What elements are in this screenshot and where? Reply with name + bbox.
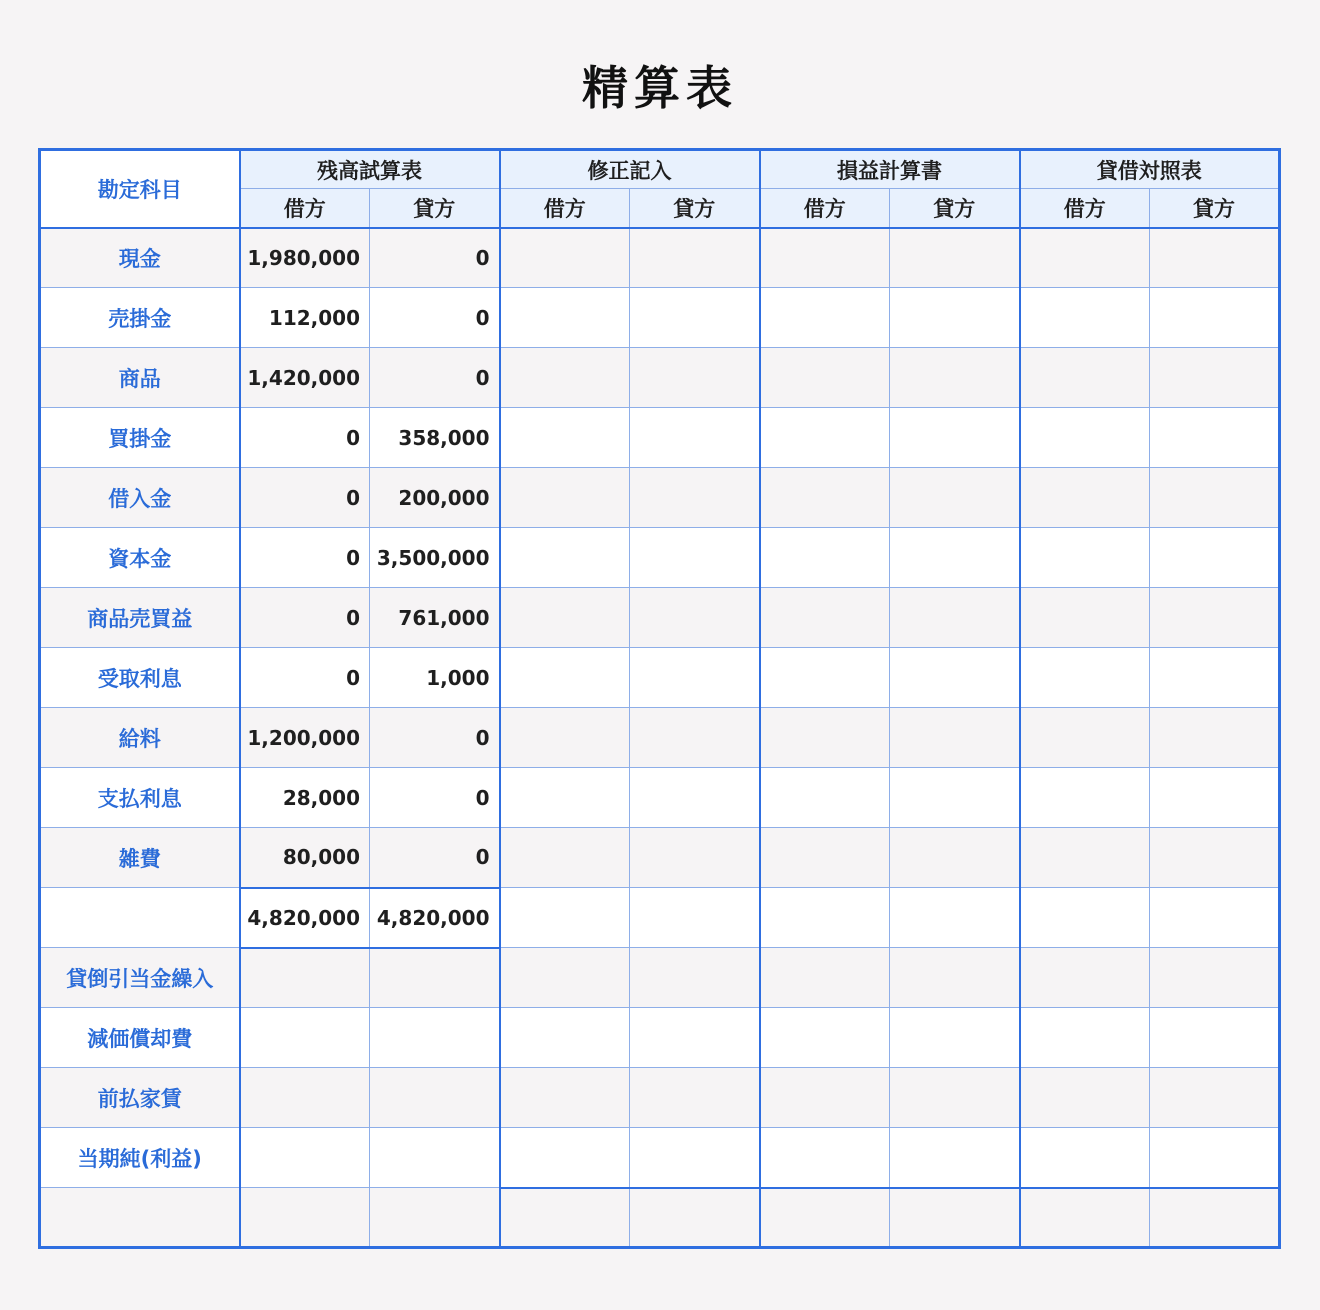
adjust-credit-header: 貸方 (630, 189, 760, 228)
balance-credit-cell[interactable] (1150, 708, 1280, 768)
balance-credit-header: 貸方 (1150, 189, 1280, 228)
adjust-credit-cell[interactable] (630, 708, 760, 768)
total-row (40, 888, 1280, 948)
balance-debit-cell[interactable] (1020, 228, 1150, 288)
table-row (40, 528, 1280, 588)
account-name: 商品 (40, 348, 240, 408)
adjust-debit-cell[interactable] (500, 708, 630, 768)
adjust-credit-cell[interactable] (630, 1008, 760, 1068)
balance-credit-cell[interactable] (1150, 288, 1280, 348)
balance-credit-cell[interactable] (1150, 888, 1280, 948)
income-credit-cell[interactable] (890, 948, 1020, 1008)
balance-debit-cell[interactable] (1020, 708, 1150, 768)
trial-credit-cell[interactable]: 358,000 (370, 408, 500, 468)
adjust-debit-cell[interactable] (500, 888, 630, 948)
table-row (40, 1008, 1280, 1068)
adjust-credit-cell[interactable] (630, 528, 760, 588)
balance-debit-cell[interactable] (1020, 828, 1150, 888)
adjust-debit-cell[interactable] (500, 648, 630, 708)
balance-debit-cell[interactable] (1020, 348, 1150, 408)
trial-credit-cell[interactable] (370, 948, 500, 1008)
account-name: 商品売買益 (40, 588, 240, 648)
adjust-credit-cell[interactable] (630, 828, 760, 888)
trial-credit-total[interactable]: 4,820,000 (370, 888, 500, 948)
trial-credit-cell[interactable] (370, 1188, 500, 1248)
trial-credit-cell[interactable]: 0 (370, 228, 500, 288)
income-credit-cell[interactable] (890, 228, 1020, 288)
balance-debit-cell[interactable] (1020, 648, 1150, 708)
trial-debit-cell[interactable]: 1,420,000 (240, 348, 370, 408)
balance-credit-cell[interactable] (1150, 1188, 1280, 1248)
trial-debit-header: 借方 (240, 189, 370, 228)
table-row (40, 828, 1280, 888)
income-debit-cell[interactable] (760, 1128, 890, 1188)
trial-debit-cell[interactable]: 1,980,000 (240, 228, 370, 288)
account-name: 資本金 (40, 528, 240, 588)
account-name: 当期純(利益) (40, 1128, 240, 1188)
income-debit-cell[interactable] (760, 528, 890, 588)
account-name: 支払利息 (40, 768, 240, 828)
adjust-debit-header: 借方 (500, 189, 630, 228)
balance-debit-cell[interactable] (1020, 468, 1150, 528)
account-column-header: 勘定科目 (40, 150, 240, 228)
adjust-debit-cell[interactable] (500, 288, 630, 348)
adjust-credit-cell[interactable] (630, 648, 760, 708)
table-row (40, 648, 1280, 708)
trial-credit-cell[interactable] (370, 1068, 500, 1128)
balance-credit-cell[interactable] (1150, 768, 1280, 828)
trial-credit-cell[interactable]: 761,000 (370, 588, 500, 648)
table-row (40, 468, 1280, 528)
adjust-debit-cell[interactable] (500, 828, 630, 888)
income-debit-cell[interactable] (760, 1188, 890, 1248)
trial-debit-total[interactable]: 4,820,000 (240, 888, 370, 948)
trial-credit-cell[interactable]: 200,000 (370, 468, 500, 528)
balance-debit-cell[interactable] (1020, 288, 1150, 348)
adjust-debit-cell[interactable] (500, 1128, 630, 1188)
income-credit-cell[interactable] (890, 408, 1020, 468)
trial-debit-cell[interactable]: 1,200,000 (240, 708, 370, 768)
group-header-trial-balance: 残高試算表 (240, 150, 500, 189)
adjust-debit-cell[interactable] (500, 528, 630, 588)
trial-debit-cell[interactable] (240, 1188, 370, 1248)
account-name: 売掛金 (40, 288, 240, 348)
trial-debit-cell[interactable] (240, 948, 370, 1008)
income-credit-cell[interactable] (890, 468, 1020, 528)
account-name: 買掛金 (40, 408, 240, 468)
adjust-credit-cell[interactable] (630, 1068, 760, 1128)
income-debit-cell[interactable] (760, 648, 890, 708)
income-debit-cell[interactable] (760, 288, 890, 348)
table-row (40, 228, 1280, 288)
trial-credit-cell[interactable] (370, 1128, 500, 1188)
trial-credit-cell[interactable]: 0 (370, 708, 500, 768)
adjust-credit-cell[interactable] (630, 228, 760, 288)
trial-debit-cell[interactable] (240, 1128, 370, 1188)
adjust-credit-cell[interactable] (630, 288, 760, 348)
balance-debit-cell[interactable] (1020, 1128, 1150, 1188)
income-debit-cell[interactable] (760, 828, 890, 888)
balance-credit-cell[interactable] (1150, 1068, 1280, 1128)
income-credit-cell[interactable] (890, 768, 1020, 828)
group-header-adjustments: 修正記入 (500, 150, 760, 189)
balance-debit-cell[interactable] (1020, 768, 1150, 828)
income-credit-cell[interactable] (890, 1128, 1020, 1188)
income-credit-cell[interactable] (890, 708, 1020, 768)
trial-credit-cell[interactable] (370, 1008, 500, 1068)
balance-debit-header: 借方 (1020, 189, 1150, 228)
account-name: 給料 (40, 708, 240, 768)
balance-debit-cell[interactable] (1020, 1008, 1150, 1068)
balance-credit-cell[interactable] (1150, 228, 1280, 288)
balance-debit-cell[interactable] (1020, 588, 1150, 648)
trial-credit-header: 貸方 (370, 189, 500, 228)
income-credit-cell[interactable] (890, 1008, 1020, 1068)
income-debit-cell[interactable] (760, 468, 890, 528)
trial-credit-cell[interactable]: 1,000 (370, 648, 500, 708)
income-debit-cell[interactable] (760, 588, 890, 648)
account-name: 現金 (40, 228, 240, 288)
balance-credit-cell[interactable] (1150, 348, 1280, 408)
page-title: 精算表 (582, 61, 738, 115)
adjust-debit-cell[interactable] (500, 588, 630, 648)
total-label-cell (40, 888, 240, 948)
trial-debit-cell[interactable]: 80,000 (240, 828, 370, 888)
table-row (40, 708, 1280, 768)
balance-debit-cell[interactable] (1020, 1188, 1150, 1248)
adjust-credit-cell[interactable] (630, 1188, 760, 1248)
income-debit-cell[interactable] (760, 408, 890, 468)
trial-debit-cell[interactable]: 0 (240, 528, 370, 588)
adjust-debit-cell[interactable] (500, 768, 630, 828)
income-debit-cell[interactable] (760, 1068, 890, 1128)
table-row (40, 1188, 1280, 1248)
table-row (40, 588, 1280, 648)
balance-debit-cell[interactable] (1020, 408, 1150, 468)
balance-debit-cell[interactable] (1020, 1068, 1150, 1128)
account-name: 受取利息 (40, 648, 240, 708)
adjust-credit-cell[interactable] (630, 888, 760, 948)
adjust-credit-cell[interactable] (630, 468, 760, 528)
table-row (40, 408, 1280, 468)
income-credit-cell[interactable] (890, 288, 1020, 348)
adjust-debit-cell[interactable] (500, 468, 630, 528)
account-name: 前払家賃 (40, 1068, 240, 1128)
balance-credit-cell[interactable] (1150, 1008, 1280, 1068)
income-debit-cell[interactable] (760, 768, 890, 828)
trial-debit-cell[interactable]: 0 (240, 648, 370, 708)
trial-debit-cell[interactable]: 112,000 (240, 288, 370, 348)
adjust-credit-cell[interactable] (630, 768, 760, 828)
balance-credit-cell[interactable] (1150, 828, 1280, 888)
adjust-debit-cell[interactable] (500, 1068, 630, 1128)
adjust-credit-cell[interactable] (630, 588, 760, 648)
balance-credit-cell[interactable] (1150, 648, 1280, 708)
trial-credit-cell[interactable]: 0 (370, 828, 500, 888)
adjust-debit-cell[interactable] (500, 1008, 630, 1068)
income-debit-cell[interactable] (760, 948, 890, 1008)
account-name: 借入金 (40, 468, 240, 528)
trial-credit-cell[interactable]: 3,500,000 (370, 528, 500, 588)
table-row (40, 288, 1280, 348)
adjust-credit-cell[interactable] (630, 348, 760, 408)
income-credit-cell[interactable] (890, 828, 1020, 888)
income-debit-header: 借方 (760, 189, 890, 228)
trial-debit-cell[interactable]: 0 (240, 468, 370, 528)
table-row (40, 1128, 1280, 1188)
adjust-credit-cell[interactable] (630, 408, 760, 468)
income-credit-cell[interactable] (890, 1068, 1020, 1128)
account-name: 貸倒引当金繰入 (40, 948, 240, 1008)
worksheet-table (38, 148, 1281, 1249)
account-name: 減価償却費 (40, 1008, 240, 1068)
balance-credit-cell[interactable] (1150, 948, 1280, 1008)
income-debit-cell[interactable] (760, 348, 890, 408)
account-name: 雑費 (40, 828, 240, 888)
table-row (40, 348, 1280, 408)
balance-debit-cell[interactable] (1020, 528, 1150, 588)
trial-debit-cell[interactable]: 0 (240, 408, 370, 468)
adjust-debit-cell[interactable] (500, 408, 630, 468)
table-row (40, 1068, 1280, 1128)
table-row (40, 768, 1280, 828)
balance-credit-cell[interactable] (1150, 588, 1280, 648)
balance-debit-cell[interactable] (1020, 948, 1150, 1008)
trial-credit-cell[interactable]: 0 (370, 288, 500, 348)
income-debit-cell[interactable] (760, 888, 890, 948)
trial-debit-cell[interactable] (240, 1068, 370, 1128)
income-debit-cell[interactable] (760, 1008, 890, 1068)
balance-credit-cell[interactable] (1150, 408, 1280, 468)
trial-credit-cell[interactable]: 0 (370, 768, 500, 828)
account-name (40, 1188, 240, 1248)
trial-debit-cell[interactable] (240, 1008, 370, 1068)
adjust-debit-cell[interactable] (500, 348, 630, 408)
adjust-credit-cell[interactable] (630, 1128, 760, 1188)
trial-debit-cell[interactable]: 28,000 (240, 768, 370, 828)
adjust-debit-cell[interactable] (500, 948, 630, 1008)
trial-debit-cell[interactable]: 0 (240, 588, 370, 648)
balance-debit-cell[interactable] (1020, 888, 1150, 948)
balance-credit-cell[interactable] (1150, 468, 1280, 528)
table-row (40, 948, 1280, 1008)
income-debit-cell[interactable] (760, 228, 890, 288)
income-debit-cell[interactable] (760, 708, 890, 768)
income-credit-cell[interactable] (890, 528, 1020, 588)
income-credit-header: 貸方 (890, 189, 1020, 228)
adjust-credit-cell[interactable] (630, 948, 760, 1008)
balance-credit-cell[interactable] (1150, 1128, 1280, 1188)
adjust-debit-cell[interactable] (500, 228, 630, 288)
income-credit-cell[interactable] (890, 648, 1020, 708)
trial-credit-cell[interactable]: 0 (370, 348, 500, 408)
income-credit-cell[interactable] (890, 348, 1020, 408)
group-header-income-statement: 損益計算書 (760, 150, 1020, 189)
group-header-balance-sheet: 貸借対照表 (1020, 150, 1280, 189)
income-credit-cell[interactable] (890, 888, 1020, 948)
income-credit-cell[interactable] (890, 588, 1020, 648)
balance-credit-cell[interactable] (1150, 528, 1280, 588)
adjust-debit-cell[interactable] (500, 1188, 630, 1248)
income-credit-cell[interactable] (890, 1188, 1020, 1248)
